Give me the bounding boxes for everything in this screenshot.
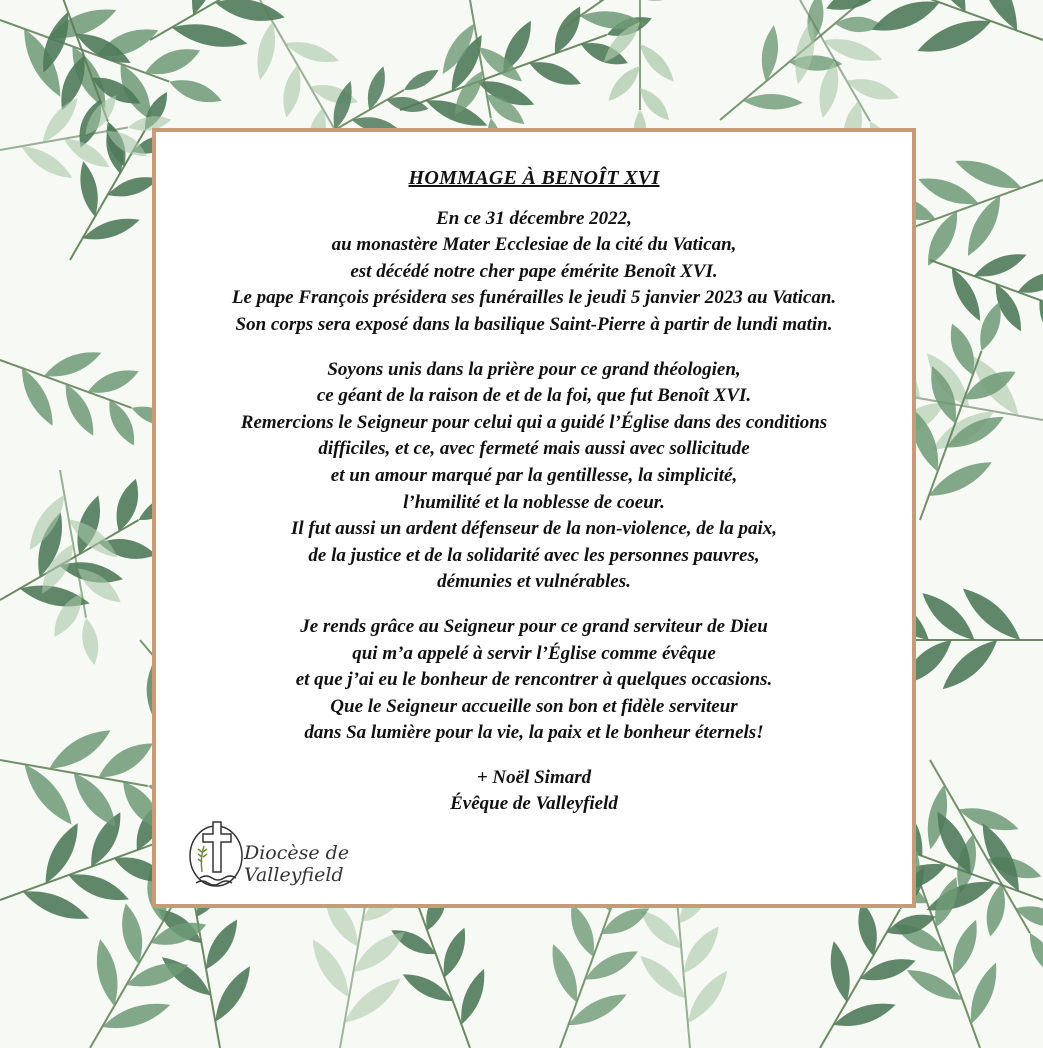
text-line: et un amour marqué par la gentillesse, la simplicité,	[330, 464, 738, 486]
leaf-shape	[79, 616, 102, 666]
leaf-shape	[603, 61, 645, 105]
leaf-shape	[592, 0, 623, 4]
leaf-shape	[677, 922, 726, 979]
diocese-logo	[186, 812, 366, 894]
paragraph-prayer	[152, 357, 916, 596]
leaf-shape	[1015, 266, 1043, 299]
text-line: Son corps sera exposé dans la basilique Saint-Pierre à partir de lundi matin.	[235, 313, 833, 335]
paragraph-thanks	[152, 614, 916, 747]
leaf-shape	[822, 0, 892, 18]
signature-name: + Noël Simard	[476, 766, 592, 788]
text-line: difficiles, et ce, avec fermeté mais aussi avec sollicitude	[318, 438, 750, 460]
leaf-shape	[213, 0, 287, 27]
text-line: démunies et vulnérables.	[437, 571, 631, 593]
text-line: et que j’ai eu le bonheur de rencontrer à quelques occasions.	[295, 669, 773, 691]
text-line: l’humilité et la noblesse de coeur.	[403, 491, 665, 513]
signature-role: Évêque de Valleyfield	[450, 793, 618, 815]
text-line: au monastère Mater Ecclesiae de la cité du Vatican,	[331, 234, 737, 256]
leaf-shape	[743, 93, 804, 110]
leaf-shape	[208, 962, 257, 1026]
leaf-shape	[619, 0, 681, 4]
text-line: dans Sa lumière pour la vie, la paix et le bonheur éternels!	[304, 722, 764, 744]
leaf-shape	[857, 953, 918, 987]
leaf-shape	[635, 39, 679, 86]
logo-line-1: Diocèse de	[244, 842, 350, 864]
text-line: est décédé notre cher pape émérite Benoît XVI.	[350, 260, 718, 282]
logo-line-2: Valleyfield	[244, 864, 344, 886]
leaf-shape	[401, 65, 442, 96]
page-title: HOMMAGE À BENOÎT XVI	[408, 167, 660, 189]
text-line: qui m’a appelé à servir l’Église comme évêque	[352, 642, 716, 664]
leaf-shape	[170, 18, 250, 53]
leaf-shape	[681, 966, 734, 1028]
text-line: ce géant de la raison de et de la foi, que fut Benoît XVI.	[316, 385, 752, 407]
tribute-text	[152, 165, 916, 818]
leaf-shape	[256, 0, 324, 1]
text-line: Soyons unis dans la prière pour ce grand théologien,	[327, 358, 741, 380]
text-line: Je rends grâce au Seigneur pour ce grand serviteur de Dieu	[300, 615, 768, 637]
text-line: En ce 31 décembre 2022,	[436, 207, 632, 229]
leaf-shape	[80, 212, 142, 245]
text-line: Remercions le Seigneur pour celui qui a guidé l’Église dans des conditions	[240, 411, 828, 433]
leaf-shape	[283, 36, 342, 68]
signature	[152, 765, 916, 818]
leaf-shape	[99, 996, 173, 1035]
leaf-shape	[166, 73, 225, 109]
leaf-shape	[758, 24, 781, 82]
leaf-shape	[17, 140, 76, 185]
text-line: Il fut aussi un ardent défenseur de la non-violence, de la paix,	[290, 518, 778, 540]
leaf-shape	[831, 997, 898, 1033]
leaf-shape	[868, 0, 944, 40]
text-line: Que le Seigneur accueille son bon et fidèle serviteur	[330, 695, 738, 717]
leaf-shape	[1033, 296, 1043, 345]
text-line: de la justice et de la solidarité avec les personnes pauvres,	[308, 544, 760, 566]
paragraph-announcement	[152, 206, 916, 339]
text-line: Le pape François présidera ses funérailles le jeudi 5 janvier 2023 au Vatican.	[231, 287, 837, 309]
leaf-shape	[1013, 900, 1043, 932]
leaf-shape	[1024, 929, 1043, 978]
